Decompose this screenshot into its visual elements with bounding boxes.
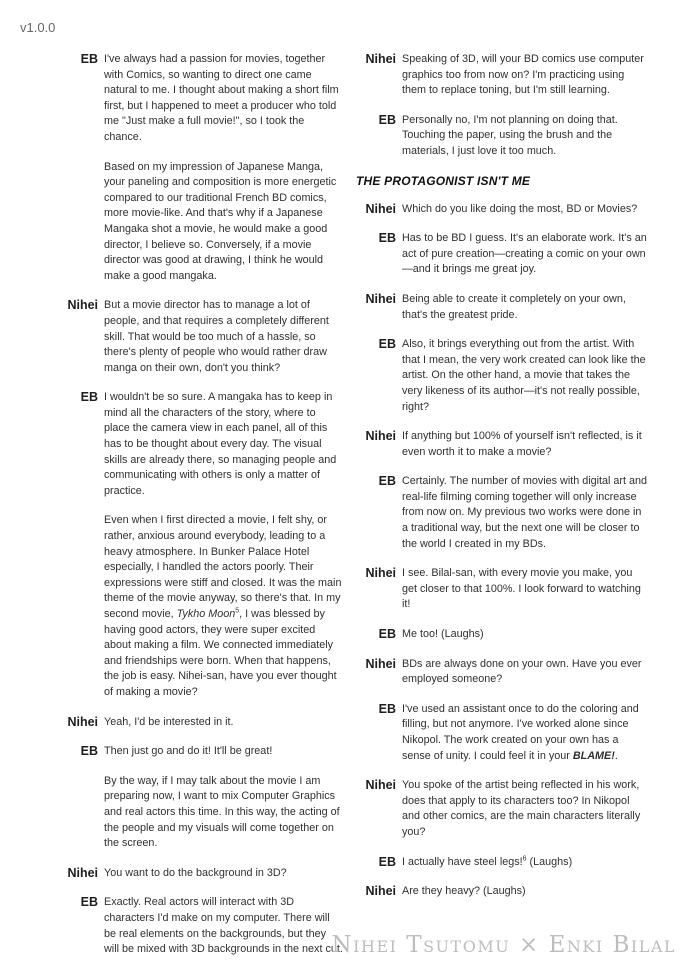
speaker-label: Nihei [365, 656, 396, 671]
dialogue-text [402, 627, 648, 643]
paragraph: You want to do the background in 3D? [104, 866, 287, 879]
dialogue-text [104, 744, 344, 852]
dialogue-text [104, 390, 344, 700]
dialogue-entry [58, 744, 344, 852]
paragraph: I see. Bilal-san, with every movie you make, you get closer to that 100%. I look forward to watching it! [402, 567, 641, 611]
speaker-label: Nihei [67, 714, 98, 729]
footnote-ref: 5 [235, 607, 240, 615]
right-column [356, 52, 648, 914]
text-run: Even when I first directed a movie, I felt shy, or rather, anxious around everybody, leading to a heavy atmosphere. In Bunker Palace Hotel especially, I handled the actors poorly. Their expressions were stiff and closed. It was the main theme of the movie anyway, so there's that. In my second movie, [104, 514, 342, 620]
dialogue-text [402, 231, 648, 278]
dialogue-text [402, 855, 648, 871]
version-label: v1.0.0 [20, 20, 56, 35]
dialogue-entry [356, 113, 648, 160]
dialogue-text [402, 657, 648, 688]
speaker-label: Nihei [365, 884, 396, 899]
speaker-label: EB [80, 744, 98, 759]
dialogue-text [402, 884, 648, 900]
dialogue-text [104, 895, 344, 957]
speaker-label: EB [378, 854, 396, 869]
paragraph [402, 702, 648, 764]
paragraph: Speaking of 3D, will your BD comics use computer graphics too from now on? I'm practicing using them to replace toning, but I'm still learning. [402, 53, 644, 97]
paragraph: Based on my impression of Japanese Manga, your paneling and composition is more energetic compared to our traditional French BD comics, more movie-like. And that's why if a Japanese Mangaka shot a movie, he would make a good director, I believe so. Conversely, if a movie director was good at drawing, I think he would make a good mangaka. [104, 160, 337, 282]
paragraph: Yeah, I'd be interested in it. [104, 715, 234, 728]
paragraph: Has to be BD I guess. It's an elaborate work. It's an act of pure creation—creating a comic on your own—and it brings me great joy. [402, 232, 647, 276]
dialogue-text [402, 429, 648, 460]
dialogue-entry [356, 778, 648, 840]
paragraph: I've always had a passion for movies, together with Comics, so wanting to direct one came natural to me. I thought about making a short film first, but I happened to meet a producer who told me "Just make a full movie!", so I took the chance. [104, 53, 339, 143]
speaker-label: EB [378, 231, 396, 246]
speaker-label: Nihei [365, 52, 396, 66]
section-heading: THE PROTAGONIST ISN'T ME [356, 173, 531, 188]
dialogue-entry [356, 855, 648, 871]
paragraph: BDs are always done on your own. Have you ever employed someone? [402, 657, 642, 686]
paragraph: Certainly. The number of movies with digital art and real-life filming coming together will only increase from now on. My previous two works were done in a traditional way, but the next one will be closer to the world I created in my BDs. [402, 475, 648, 550]
dialogue-entry [356, 566, 648, 613]
right-bottom-entries [356, 202, 648, 900]
paragraph: Being able to create it completely on your own, that's the greatest pride. [402, 292, 626, 321]
dialogue-text [104, 298, 344, 376]
text-run: . [614, 749, 618, 762]
speaker-label: Nihei [67, 298, 98, 313]
left-entries [58, 52, 344, 958]
speaker-label: Nihei [365, 291, 396, 306]
dialogue-entry [356, 429, 648, 460]
title-emphasis: Tykho Moon [176, 608, 236, 620]
speaker-label: EB [378, 337, 396, 352]
paragraph [104, 513, 344, 700]
dialogue-text [402, 702, 648, 764]
dialogue-entry [356, 627, 648, 643]
dialogue-entry [356, 884, 648, 900]
dialogue-entry [58, 715, 344, 731]
dialogue-text [402, 292, 648, 323]
right-top-entries [356, 52, 648, 160]
paragraph: You spoke of the artist being reflected in his work, does that apply to its characters too? In Nikopol and other comics, are the main characters literally you? [402, 779, 641, 838]
text-run: I actually have steel legs! [402, 855, 523, 868]
speaker-label: Nihei [365, 201, 396, 216]
paragraph: Exactly. Real actors will interact with 3D characters I'd make on my computer. There will be real elements on the backgrounds, but they will be mixed with 3D backgrounds in the next cut. [104, 896, 343, 956]
dialogue-entry [58, 52, 344, 284]
paragraph: Are they heavy? (Laughs) [402, 885, 526, 898]
dialogue-text [402, 337, 648, 415]
dialogue-entry [58, 390, 344, 700]
speaker-label: Nihei [365, 566, 396, 581]
dialogue-text [402, 474, 648, 552]
text-run: (Laughs) [526, 855, 573, 868]
dialogue-entry [58, 866, 344, 882]
dialogue-entry [356, 292, 648, 323]
dialogue-text [104, 52, 344, 284]
dialogue-text [402, 202, 648, 218]
dialogue-entry [356, 657, 648, 688]
dialogue-entry [356, 202, 648, 218]
paragraph: By the way, if I may talk about the movie I am preparing now, I want to mix Computer Graphics and real actors this time. In this way, the acting of the people and my visuals will come together on the screen. [104, 774, 340, 850]
paragraph: Then just go and do it! It'll be great! [104, 745, 273, 758]
speaker-label: Nihei [365, 429, 396, 444]
dialogue-entry [58, 298, 344, 376]
dialogue-text [402, 52, 648, 99]
speaker-label: EB [378, 701, 396, 716]
speaker-label: EB [80, 895, 98, 910]
footnote-ref: 6 [522, 854, 527, 862]
dialogue-entry [356, 474, 648, 552]
text-run: , I was blessed by having good actors, they were super excited about making a film. We connected immediately and friendships were born. When that happens, the job is easy. Nihei-san, have you ever thought of making a movie? [104, 608, 337, 698]
dialogue-text [104, 866, 344, 882]
speaker-label: EB [80, 390, 98, 405]
left-column [58, 52, 344, 972]
text-run: I've used an assistant once to do the coloring and filling, but not anymore. I've worked alone since Nikopol. The work created on your own has a sense of unity. I could feel it in your [402, 702, 639, 762]
title-emphasis: BLAME! [572, 749, 615, 762]
dialogue-text [402, 778, 648, 840]
dialogue-text [402, 566, 648, 613]
paragraph [402, 855, 648, 871]
dialogue-entry [356, 702, 648, 764]
dialogue-text [402, 113, 648, 160]
footer-title: Nihei Tsutomu × Enki Bilal [331, 932, 676, 958]
paragraph: Personally no, I'm not planning on doing that. Touching the paper, using the brush and the materials, I just love it too much. [402, 113, 618, 157]
dialogue-text [104, 715, 344, 731]
paragraph: Which do you like doing the most, BD or Movies? [402, 202, 638, 215]
paragraph: If anything but 100% of yourself isn't reflected, is it even worth it to make a movie? [402, 430, 642, 458]
speaker-label: EB [378, 112, 396, 127]
dialogue-entry [356, 52, 648, 99]
dialogue-entry [356, 231, 648, 278]
paragraph: But a movie director has to manage a lot of people, and that requires a completely different skill. That would be too much of a hassle, so there's plenty of people who would rather draw manga on their own, don't you think? [104, 299, 329, 374]
paragraph: I wouldn't be so sure. A mangaka has to keep in mind all the characters of the story, where to place the camera view in each panel, all of this has to be thought about every day. The visual skills are already there, so managing people and communicating with others is only a matter of practice. [104, 391, 337, 497]
speaker-label: Nihei [67, 865, 98, 880]
speaker-label: EB [378, 627, 396, 642]
speaker-label: EB [80, 52, 98, 66]
paragraph: Also, it brings everything out from the artist. With that I mean, the very work created can look like the artist. On the other hand, a movie that takes the very likeness of its author—it's not really possible, right? [402, 338, 646, 413]
dialogue-entry [58, 895, 344, 957]
speaker-label: EB [378, 474, 396, 489]
speaker-label: Nihei [365, 778, 396, 793]
dialogue-entry [356, 337, 648, 415]
paragraph: Me too! (Laughs) [402, 628, 484, 641]
